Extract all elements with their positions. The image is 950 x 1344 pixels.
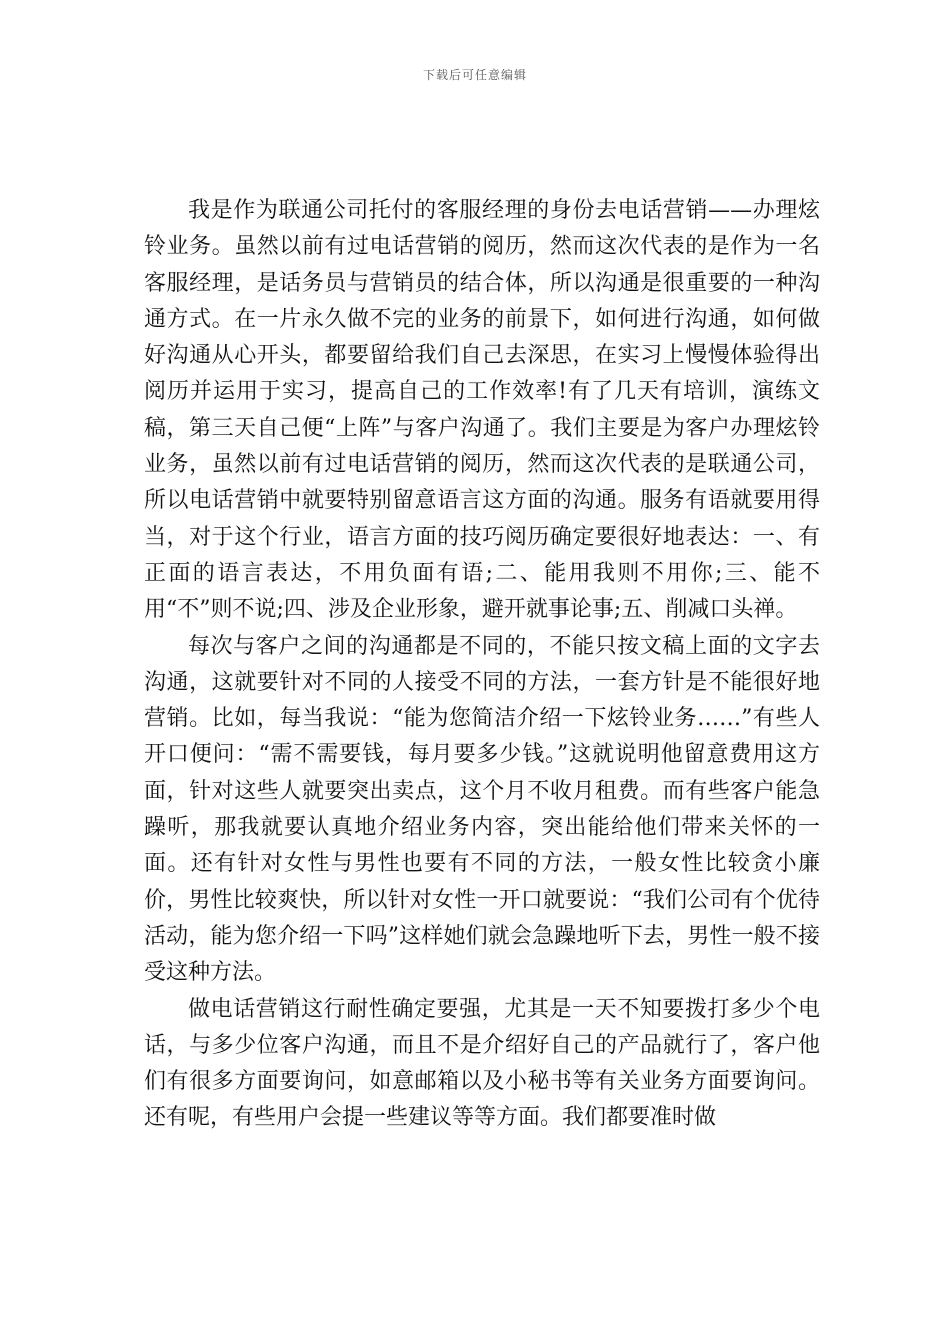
- paragraph-2: 每次与客户之间的沟通都是不同的，不能只按文稿上面的文字去沟通，这就要针对不同的人接受不同的方法，一套方针是不能很好地营销。比如，每当我说：“能为您简洁介绍一下炫铃业务……”有些人开口便问：“需不需要钱，每月要多少钱。”这就说明他留意费用这方面，针对这些人就要突出卖点，这个月不收月租费。而有些客户能急躁听，那我就要认真地介绍业务内容，突出能给他们带来关怀的一面。还有针对女性与男性也要有不同的方法，一般女性比较贪小廉价，男性比较爽快，所以针对女性一开口就要说：“我们公司有个优待活动，能为您介绍一下吗”这样她们就会急躁地听下去，男性一般不接受这种方法。: [144, 633, 820, 986]
- paragraph-3: 做电话营销这行耐性确定要强，尤其是一天不知要拨打多少个电话，与多少位客户沟通，而且不是介绍好自己的产品就行了，客户他们有很多方面要询问，如意邮箱以及小秘书等有关业务方面要询问。还有呢，有些用户会提一些建议等等方面。我们都要准时做: [144, 996, 820, 1131]
- paragraph-1: 我是作为联通公司托付的客服经理的身份去电话营销——办理炫铃业务。虽然以前有过电话营销的阅历，然而这次代表的是作为一名客服经理，是话务员与营销员的结合体，所以沟通是很重要的一种沟通方式。在一片永久做不完的业务的前景下，如何进行沟通，如何做好沟通从心开头，都要留给我们自己去深思，在实习上慢慢体验得出阅历并运用于实习，提高自己的工作效率!有了几天有培训，演练文稿，第三天自己便“上阵”与客户沟通了。我们主要是为客户办理炫铃业务，虽然以前有过电话营销的阅历，然而这次代表的是联通公司，所以电话营销中就要特别留意语言这方面的沟通。服务有语就要用得当，对于这个行业，语言方面的技巧阅历确定要很好地表达：一、有正面的语言表达，不用负面有语;二、能用我则不用你;三、能不用“不”则不说;四、涉及企业形象，避开就事论事;五、削减口头禅。: [144, 198, 820, 623]
- document-body: [144, 193, 820, 1137]
- page-header: 下载后可任意编辑: [422, 68, 527, 82]
